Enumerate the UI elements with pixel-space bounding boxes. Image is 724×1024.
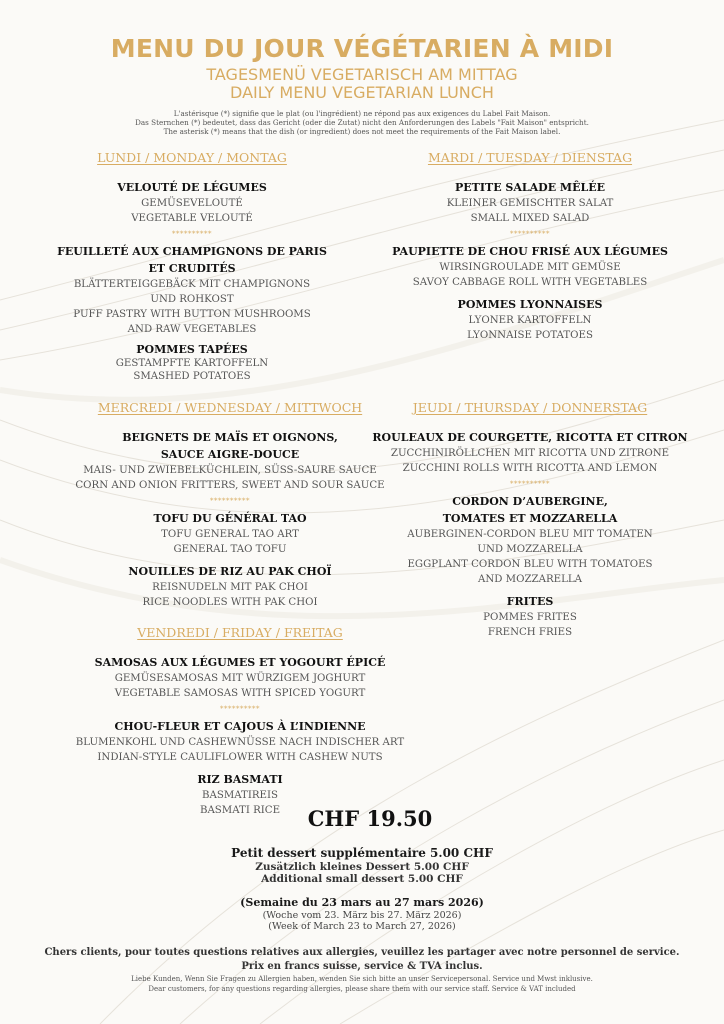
day-label-thursday: JEUDI / THURSDAY / DONNERSTAG [412, 400, 648, 415]
dish-title: SAUCE AIGRE-DOUCE [160, 448, 300, 461]
dish-title: CHOU-FLEUR ET CAJOUS À L’INDIENNE [114, 720, 366, 733]
dish-de: ZUCCHINIRÖLLCHEN MIT RICOTTA UND ZITRONE [390, 448, 670, 459]
week-info [0, 896, 724, 932]
dish-en: LYONNAISE POTATOES [467, 330, 593, 341]
menu-title-de: TAGESMENÜ VEGETARISCH AM MITTAG [206, 65, 518, 84]
footer [0, 946, 724, 994]
day-monday [52, 150, 332, 383]
week-en: (Week of March 23 to March 27, 2026) [268, 921, 456, 932]
separator: ********** [510, 230, 550, 238]
dessert-de: Zusätzlich kleines Dessert 5.00 CHF [255, 861, 469, 873]
dish-en: ZUCCHINI ROLLS WITH RICOTTA AND LEMON [402, 463, 658, 474]
note-fr: L'astérisque (*) signifie que le plat (ou l'ingrédient) ne répond pas aux exigences du Label Fait Maison. [173, 109, 551, 118]
dish-sub: AND RAW VEGETABLES [127, 324, 257, 335]
dish-en: VEGETABLE SAMOSAS WITH SPICED YOGURT [114, 688, 366, 699]
menu-price: CHF 19.50 [307, 806, 433, 831]
note-de: Das Sternchen (*) bedeutet, dass das Gericht (oder die Zutat) nicht den Anforderungen des Labels "Fait Maison" entspricht. [135, 118, 589, 127]
dish-de: MAIS- UND ZWIEBELKÜCHLEIN, SÜSS-SAURE SAUCE [83, 465, 377, 476]
dish-de: LYONER KARTOFFELN [468, 315, 592, 326]
dish-de: WIRSINGROULADE MIT GEMÜSE [439, 262, 621, 273]
dessert-en: Additional small dessert 5.00 CHF [261, 873, 463, 885]
dish-sub: AUBERGINEN-CORDON BLEU MIT TOMATEN [407, 529, 653, 540]
dish-title: TOMATES ET MOZZARELLA [442, 512, 618, 525]
dish-de: BLUMENKOHL UND CASHEWNÜSSE NACH INDISCHER ART [75, 737, 405, 748]
allergy-note-en: Dear customers, for any questions regarding allergies, please share them with our service staff. Service & VAT included [148, 985, 576, 993]
day-label-wednesday: MERCREDI / WEDNESDAY / MITTWOCH [97, 400, 363, 415]
dish-de: GESTAMPFTE KARTOFFELN [115, 358, 269, 369]
week-fr: (Semaine du 23 mars au 27 mars 2026) [240, 896, 484, 909]
dessert-info [0, 846, 724, 885]
dish-title: FRITES [506, 595, 554, 608]
dish-title: VELOUTÉ DE LÉGUMES [117, 181, 267, 194]
dish-en: SMALL MIXED SALAD [470, 213, 590, 224]
dish-en: FRENCH FRIES [487, 627, 573, 638]
dish-sub: UND ROHKOST [150, 294, 234, 305]
menu-title-fr: MENU DU JOUR VÉGÉTARIEN À MIDI [110, 34, 614, 63]
fait-maison-notes [0, 109, 724, 136]
separator: ********** [172, 230, 212, 238]
dish-en: RICE NOODLES WITH PAK CHOI [142, 597, 318, 608]
dish-en: SAVOY CABBAGE ROLL WITH VEGETABLES [412, 277, 648, 288]
dish-title: PETITE SALADE MÊLÉE [455, 181, 605, 194]
dish-title: FEUILLETÉ AUX CHAMPIGNONS DE PARIS [57, 245, 327, 258]
dish-title: BEIGNETS DE MAÏS ET OIGNONS, [122, 431, 338, 444]
dish-sub: UND MOZZARELLA [477, 544, 583, 555]
dish-de: POMMES FRITES [483, 612, 577, 623]
dish-title: PAUPIETTE DE CHOU FRISÉ AUX LÉGUMES [392, 245, 668, 258]
day-label-friday: VENDREDI / FRIDAY / FREITAG [137, 625, 343, 640]
day-wednesday [52, 400, 408, 610]
dish-sub: EGGPLANT CORDON BLEU WITH TOMATOES [407, 559, 653, 570]
dish-title: TOFU DU GÉNÉRAL TAO [153, 512, 307, 525]
day-friday [40, 625, 440, 818]
dish-sub: BLÄTTERTEIGGEBÄCK MIT CHAMPIGNONS [73, 279, 311, 290]
dish-de: TOFU GENERAL TAO ART [161, 529, 299, 540]
dish-en: SMASHED POTATOES [133, 371, 251, 382]
dish-title: RIZ BASMATI [197, 773, 283, 786]
dish-sub: PUFF PASTRY WITH BUTTON MUSHROOMS [73, 309, 311, 320]
dish-title: POMMES TAPÉES [136, 343, 248, 356]
dessert-fr: Petit dessert supplémentaire 5.00 CHF [231, 846, 493, 860]
dish-en: VEGETABLE VELOUTÉ [131, 213, 253, 224]
separator: ********** [220, 705, 260, 713]
allergy-note-de: Liebe Kunden, Wenn Sie Fragen zu Allergien haben, wenden Sie sich bitte an unser Servicepersonal. Service und Mwst inklusive. [131, 975, 593, 983]
week-de: (Woche vom 23. März bis 27. März 2026) [262, 910, 462, 921]
dish-en: INDIAN-STYLE CAULIFLOWER WITH CASHEW NUTS [97, 752, 383, 763]
dish-en: GENERAL TAO TOFU [173, 544, 287, 555]
day-thursday [364, 400, 696, 640]
day-tuesday [384, 150, 676, 343]
dish-title: NOUILLES DE RIZ AU PAK CHOÏ [128, 565, 332, 578]
dish-title: POMMES LYONNAISES [457, 298, 603, 311]
separator: ********** [510, 480, 550, 488]
dish-title: ROULEAUX DE COURGETTE, RICOTTA ET CITRON [372, 431, 688, 444]
separator: ********** [210, 497, 250, 505]
dish-en: CORN AND ONION FRITTERS, SWEET AND SOUR SAUCE [75, 480, 385, 491]
allergy-note-fr: Chers clients, pour toutes questions relatives aux allergies, veuillez les partager avec notre personnel de service. [44, 947, 680, 958]
dish-de: REISNUDELN MIT PAK CHOI [152, 582, 308, 593]
dish-title: CORDON D’AUBERGINE, [452, 495, 608, 508]
dish-title: ET CRUDITÉS [148, 262, 236, 275]
dish-de: KLEINER GEMISCHTER SALAT [446, 198, 614, 209]
dish-de: GEMÜSEVELOUTÉ [141, 198, 243, 209]
price-note-fr: Prix en francs suisse, service & TVA inclus. [241, 961, 483, 972]
dish-title: SAMOSAS AUX LÉGUMES ET YOGOURT ÉPICÉ [94, 656, 386, 669]
dish-de: BASMATIREIS [202, 790, 278, 801]
menu-title-en: DAILY MENU VEGETARIAN LUNCH [230, 83, 494, 102]
dish-de: GEMÜSESAMOSAS MIT WÜRZIGEM JOGHURT [114, 673, 366, 684]
day-label-monday: LUNDI / MONDAY / MONTAG [97, 150, 287, 165]
dish-en: BASMATI RICE [199, 805, 281, 816]
day-label-tuesday: MARDI / TUESDAY / DIENSTAG [427, 150, 633, 165]
note-en: The asterisk (*) means that the dish (or ingredient) does not meet the requirements of the Fait Maison label. [163, 127, 561, 136]
dish-sub: AND MOZZARELLA [478, 574, 582, 585]
